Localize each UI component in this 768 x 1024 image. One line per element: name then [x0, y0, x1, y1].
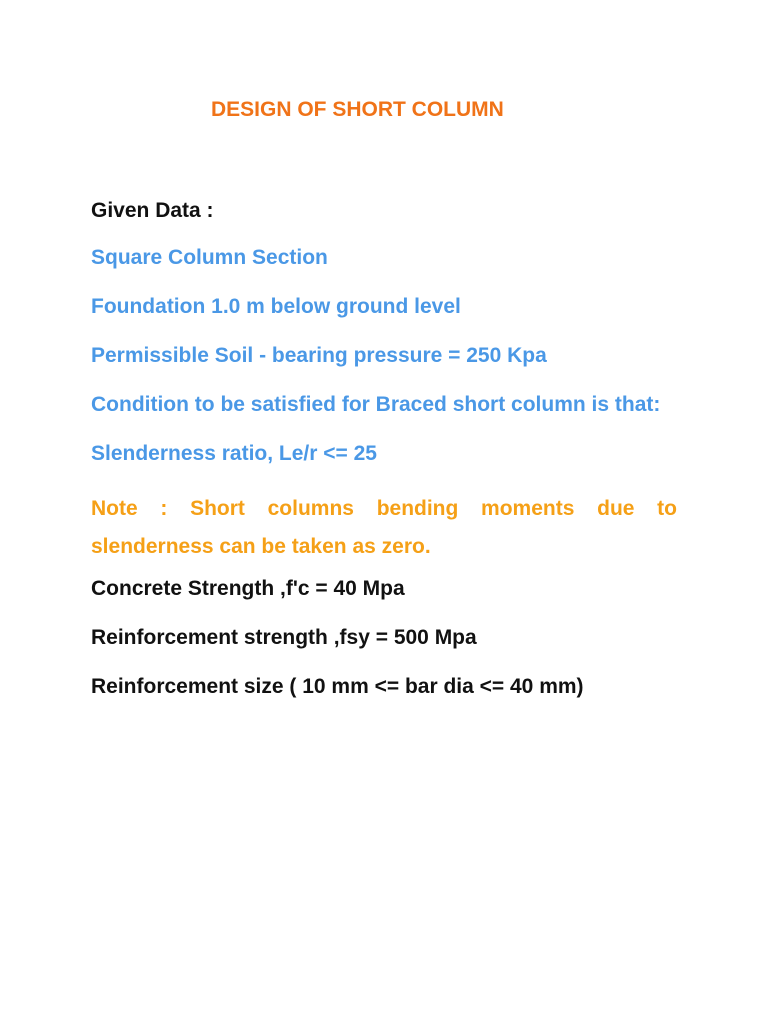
document-title: DESIGN OF SHORT COLUMN [211, 98, 504, 121]
note-line-2: slenderness can be taken as zero. [91, 535, 431, 558]
note-line-1: Note : Short columns bending moments due to [91, 497, 677, 520]
soil-bearing-pressure: Permissible Soil - bearing pressure = 250 Kpa [91, 344, 547, 367]
slenderness-ratio: Slenderness ratio, Le/r <= 25 [91, 442, 377, 465]
given-data-heading: Given Data : [91, 199, 214, 222]
note-paragraph [91, 490, 677, 566]
section-type: Square Column Section [91, 246, 328, 269]
reinforcement-size: Reinforcement size ( 10 mm <= bar dia <= 40 mm) [91, 675, 584, 698]
concrete-strength: Concrete Strength ,f'c = 40 Mpa [91, 577, 405, 600]
reinforcement-strength: Reinforcement strength ,fsy = 500 Mpa [91, 626, 477, 649]
foundation-depth: Foundation 1.0 m below ground level [91, 295, 461, 318]
braced-condition: Condition to be satisfied for Braced short column is that: [91, 393, 661, 416]
